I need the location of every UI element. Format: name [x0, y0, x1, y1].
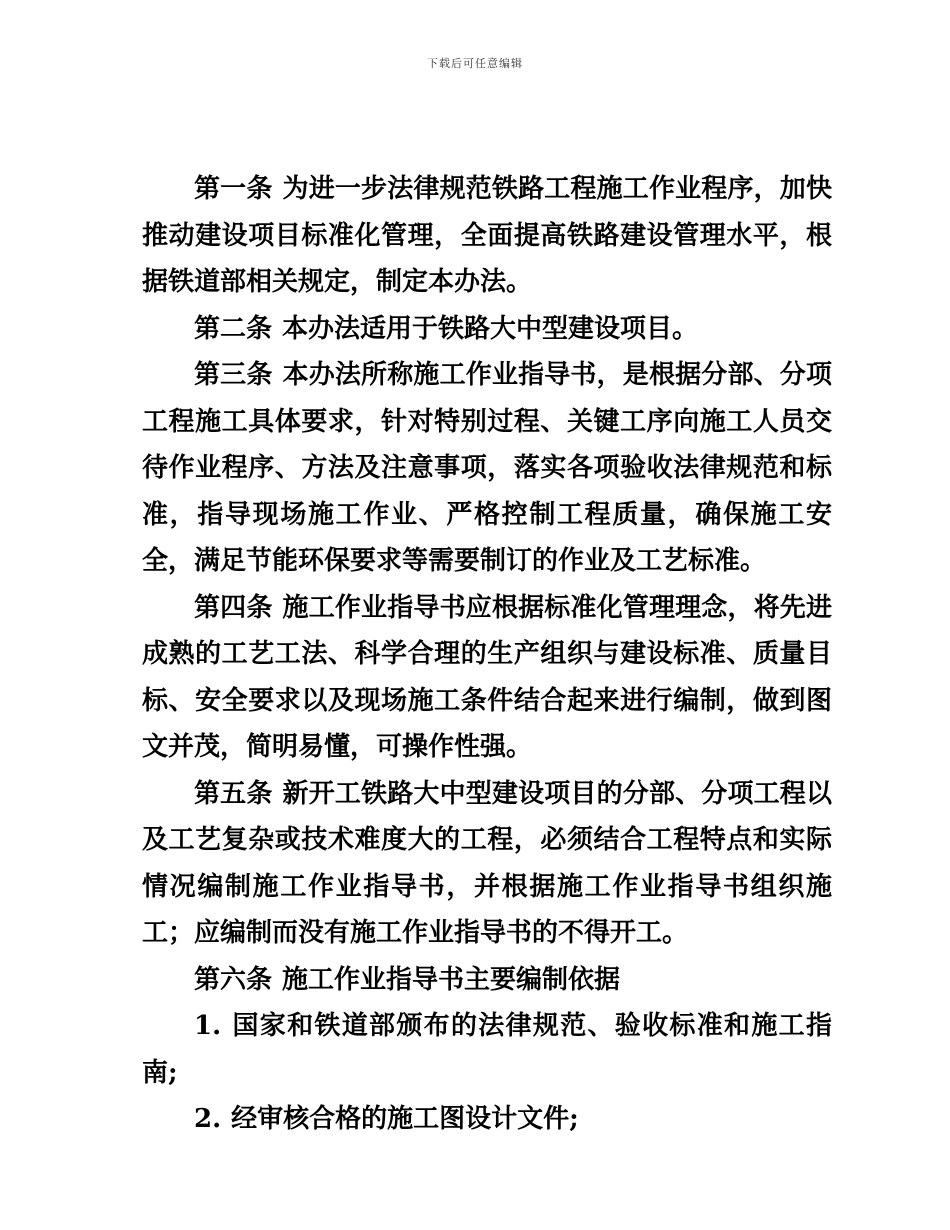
article-2 [142, 306, 832, 353]
list-item-number: 2. [194, 1104, 222, 1134]
article-number: 第六条 [194, 964, 273, 995]
article-6 [142, 957, 832, 1004]
article-text: 为进一步法律规范铁路工程施工作业程序，加快推动建设项目标准化管理，全面提高铁路建设管理水平，根据铁道部相关规定，制定本办法。 [142, 174, 832, 297]
list-item-text: 国家和铁道部颁布的法律规范、验收标准和施工指南; [142, 1011, 832, 1088]
article-4 [142, 585, 832, 771]
article-text: 新开工铁路大中型建设项目的分部、分项工程以及工艺复杂或技术难度大的工程，必须结合工程特点和实际情况编制施工作业指导书，并根据施工作业指导书组织施工；应编制而没有施工作业指导书的不得开工。 [142, 778, 832, 948]
article-text: 施工作业指导书应根据标准化管理理念，将先进成熟的工艺工法、科学合理的生产组织与建设标准、质量目标、安全要求以及现场施工条件结合起来进行编制，做到图文并茂，简明易懂，可操作性强。 [142, 592, 832, 762]
article-number: 第五条 [194, 778, 273, 809]
list-item-number: 1. [194, 1011, 222, 1041]
article-number: 第二条 [194, 313, 273, 344]
list-item-2 [142, 1096, 832, 1143]
list-item-text: 经审核合格的施工图设计文件; [231, 1104, 579, 1134]
document-body [142, 166, 832, 1143]
page-header-note: 下载后可任意编辑 [427, 57, 523, 70]
article-3 [142, 352, 832, 585]
article-number: 第四条 [194, 592, 273, 623]
article-number: 第三条 [194, 360, 273, 390]
article-1 [142, 166, 832, 306]
article-5 [142, 771, 832, 957]
list-item-1 [142, 1003, 832, 1096]
article-number: 第一条 [194, 174, 273, 204]
article-text: 本办法所称施工作业指导书，是根据分部、分项工程施工具体要求，针对特别过程、关键工序向施工人员交待作业程序、方法及注意事项，落实各项验收法律规范和标准，指导现场施工作业、严格控制工程质量，确保施工安全，满足节能环保要求等需要制订的作业及工艺标准。 [142, 360, 832, 576]
article-text: 本办法适用于铁路大中型建设项目。 [282, 313, 699, 344]
article-text: 施工作业指导书主要编制依据 [282, 964, 621, 995]
